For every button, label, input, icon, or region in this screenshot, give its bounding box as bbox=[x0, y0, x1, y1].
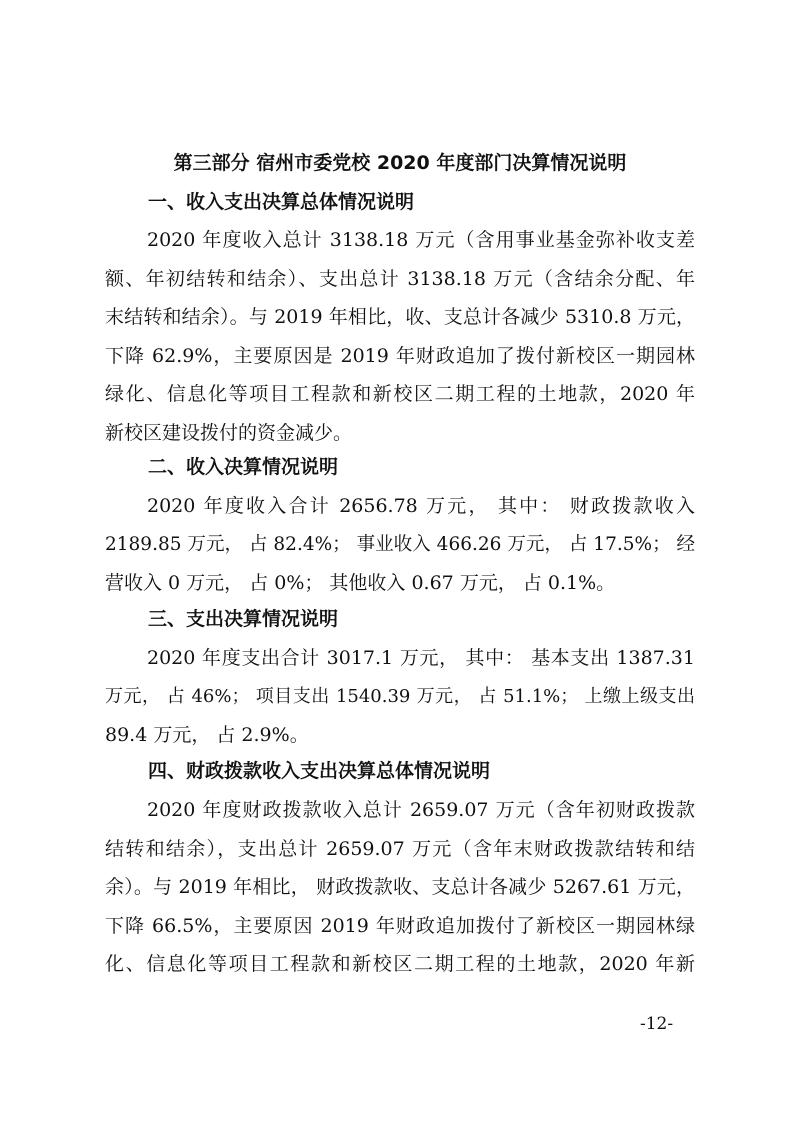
page-number: -12- bbox=[640, 1014, 674, 1034]
paragraph-line: 2020 年度支出合计 3017.1 万元， 其中： 基本支出 1387.31 bbox=[147, 647, 695, 669]
paragraph-line: 2020 年度收入总计 3138.18 万元（含用事业基金弥补收支差 bbox=[147, 229, 695, 251]
paragraph-line: 化、信息化等项目工程款和新校区二期工程的土地款，2020 年新 bbox=[105, 953, 695, 975]
paragraph-line: 新校区建设拨付的资金减少。 bbox=[105, 421, 353, 444]
paragraph-line: 额、年初结转和结余）、支出总计 3138.18 万元（含结余分配、年 bbox=[105, 267, 695, 290]
paragraph-line: 万元， 占 46%； 项目支出 1540.39 万元， 占 51.1%； 上缴上级支出 bbox=[105, 685, 695, 707]
section-1-paragraph bbox=[105, 221, 695, 452]
section-3-paragraph bbox=[105, 639, 695, 755]
paragraph-line: 89.4 万元， 占 2.9%。 bbox=[105, 724, 309, 746]
paragraph-line: 2020 年度收入合计 2656.78 万元， 其中： 财政拨款收入 bbox=[147, 495, 695, 517]
paragraph-line: 营收入 0 万元， 占 0%； 其他收入 0.67 万元， 占 0.1%。 bbox=[105, 572, 616, 594]
document-title: 第三部分 宿州市委党校 2020 年度部门决算情况说明 bbox=[173, 152, 627, 174]
paragraph-line: 2020 年度财政拨款收入总计 2659.07 万元（含年初财政拨款 bbox=[147, 799, 695, 821]
paragraph-line: 下降 62.9%，主要原因是 2019 年财政追加了拨付新校区一期园林 bbox=[105, 344, 695, 367]
section-heading-1: 一、收入支出决算总体情况说明 bbox=[148, 191, 415, 213]
section-4-paragraph bbox=[105, 791, 695, 984]
paragraph-line: 余）。与 2019 年相比， 财政拨款收、支总计各减少 5267.61 万元， bbox=[105, 876, 695, 898]
paragraph-line: 末结转和结余）。与 2019 年相比，收、支总计各减少 5310.8 万元， bbox=[105, 306, 695, 328]
paragraph-line: 下降 66.5%，主要原因 2019 年财政追加拨付了新校区一期园林绿 bbox=[105, 914, 695, 937]
section-heading-4: 四、财政拨款收入支出决算总体情况说明 bbox=[148, 760, 491, 782]
section-heading-3: 三、支出决算情况说明 bbox=[148, 608, 339, 630]
section-2-paragraph bbox=[105, 487, 695, 603]
paragraph-line: 2189.85 万元， 占 82.4%； 事业收入 466.26 万元， 占 17.5%； 经 bbox=[105, 533, 695, 555]
paragraph-line: 结转和结余），支出总计 2659.07 万元（含年末财政拨款结转和结 bbox=[105, 837, 695, 860]
section-heading-2: 二、收入决算情况说明 bbox=[148, 456, 339, 478]
paragraph-line: 绿化、信息化等项目工程款和新校区二期工程的土地款，2020 年 bbox=[105, 383, 695, 405]
